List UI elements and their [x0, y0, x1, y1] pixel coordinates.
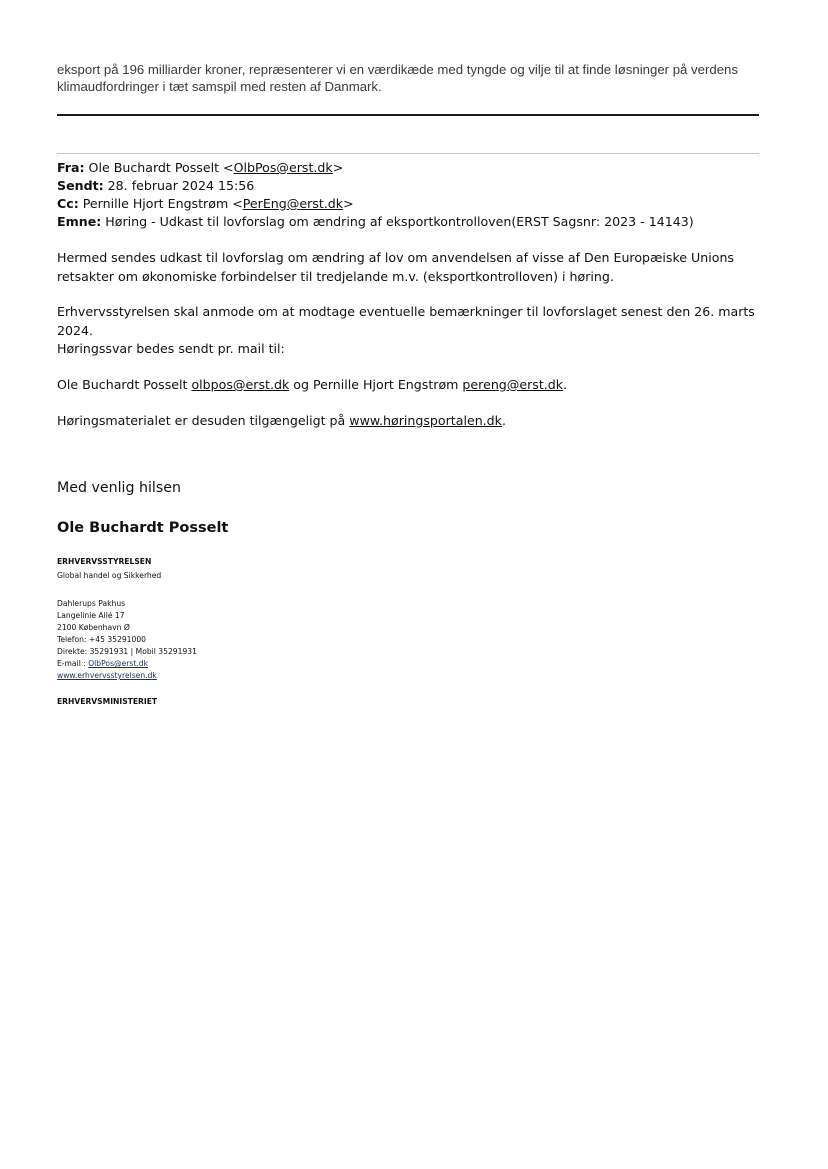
body-paragraph-1: Hermed sendes udkast til lovforslag om ændring af lov om anvendelsen af visse af Den Europæiske Unions retsakter om økonomiske forbindelser til tredjelande m.v. (eksportkontrolloven) i høring.	[57, 250, 734, 284]
signature-street: Langelinie Allé 17	[57, 611, 125, 620]
signature-ministry: ERHVERVSMINISTERIET	[57, 697, 158, 706]
contact-email-2[interactable]: pereng@erst.dk	[462, 377, 564, 392]
body-paragraph-2: Erhvervsstyrelsen skal anmode om at modtage eventuelle bemærkninger til lovforslaget senest den 26. marts 2024.	[57, 304, 755, 338]
subject-label: Emne:	[57, 214, 102, 229]
subject-value: Høring - Udkast til lovforslag om ændring af eksportkontrolloven(ERST Sagsnr: 2023 - 14143)	[101, 214, 694, 229]
separator-line	[57, 114, 759, 116]
cc-value: Pernille Hjort Engstrøm <	[78, 196, 243, 211]
signature-city: 2100 København Ø	[57, 623, 130, 632]
signature-website[interactable]: www.erhvervsstyrelsen.dk	[57, 671, 157, 680]
signature-department: Global handel og Sikkerhed	[57, 571, 162, 580]
email-separator-line	[57, 153, 759, 154]
email-sent-line	[57, 178, 254, 193]
from-email[interactable]: OlbPos@erst.dk	[233, 160, 333, 175]
signature-phone: Telefon: +45 35291000	[57, 635, 146, 644]
body-paragraph-5: Høringsmaterialet er desuden tilgængeligt på www.høringsportalen.dk.	[57, 413, 506, 428]
closing-greeting: Med venlig hilsen	[57, 480, 181, 496]
email-from-line: Fra: Ole Buchardt Posselt <OlbPos@erst.dk>	[57, 160, 344, 175]
portal-link[interactable]: www.høringsportalen.dk	[349, 413, 502, 428]
signature-name: Ole Buchardt Posselt	[57, 520, 229, 536]
body-paragraph-4: Ole Buchardt Posselt olbpos@erst.dk og Pernille Hjort Engstrøm pereng@erst.dk.	[57, 377, 568, 392]
from-value: Ole Buchardt Posselt <	[84, 160, 234, 175]
signature-org: ERHVERVSSTYRELSEN	[57, 557, 152, 566]
signature-direct: Direkte: 35291931 | Mobil 35291931	[57, 647, 197, 656]
sent-value: 28. februar 2024 15:56	[103, 178, 255, 193]
contact-email-1[interactable]: olbpos@erst.dk	[191, 377, 290, 392]
cc-email[interactable]: PerEng@erst.dk	[242, 196, 344, 211]
signature-email[interactable]: OlbPos@erst.dk	[88, 659, 148, 668]
from-label: Fra:	[57, 160, 85, 175]
intro-paragraph: eksport på 196 milliarder kroner, repræsenterer vi en værdikæde med tyngde og vilje til at finde løsninger på verdens klimaudfordringer i tæt samspil med resten af Danmark.	[57, 62, 738, 94]
signature-email-line: E-mail : OlbPos@erst.dk	[57, 659, 148, 668]
email-cc-line: Cc: Pernille Hjort Engstrøm <PerEng@erst.dk>	[57, 196, 354, 211]
email-subject-line	[57, 214, 694, 229]
cc-label: Cc:	[57, 196, 79, 211]
body-paragraph-3: Høringssvar bedes sendt pr. mail til:	[57, 341, 285, 356]
sent-label: Sendt:	[57, 178, 104, 193]
signature-building: Dahlerups Pakhus	[57, 599, 126, 608]
